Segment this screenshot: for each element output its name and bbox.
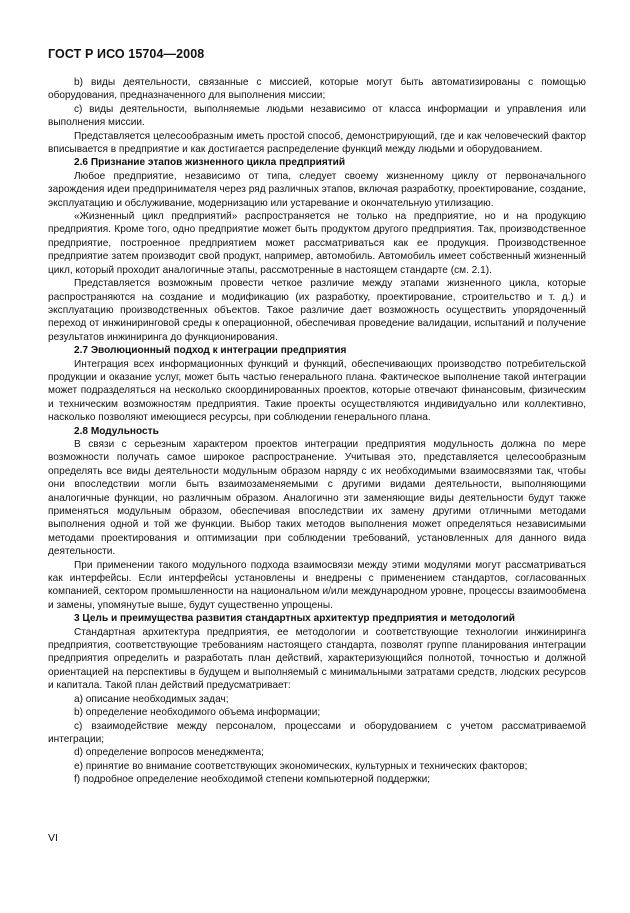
list-item: e) принятие во внимание соответствующих экономических, культурных и технических факторов;: [74, 760, 528, 772]
section-heading: 3 Цель и преимущества развития стандартных архитектур предприятия и методологий: [74, 613, 515, 625]
document-body: [48, 76, 586, 787]
paragraph: Стандартная архитектура предприятия, ее методологии и соответствующие технологии инжиниринга предприятия, соответствующие требованиям настоящего стандарта, позволят группе планирования интеграции предприятия определить и разработать план действий, характеризующийся полнотой, точностью и должной ориентацией на перспективы в будущем и выполняемый с минимальными затратами средств, людских ресурсов и капитала. Такой план действий предусматривает:: [48, 626, 586, 692]
paragraph: Интеграция всех информационных функций и функций, обеспечивающих производство потребительской продукции и оказание услуг, может быть частью генерального плана. Фактическое выполнение такой интеграции может подразделяться на несколько скоординированных проектов, которые отвечают финансовым, физическим и техническим возможностям предприятия. Такие проекты осуществляются индивидуально или коллективно, насколько позволяют имеющиеся ресурсы, при соблюдении генерального плана.: [48, 358, 586, 424]
page-number: VI: [48, 832, 58, 844]
document-header: ГОСТ Р ИСО 15704—2008: [48, 47, 205, 61]
list-item: c) взаимодействие между персоналом, процессами и оборудованием с учетом рассматриваемой интеграции;: [48, 720, 586, 745]
list-item: b) виды деятельности, связанные с миссией, которые могут быть автоматизированы с помощью оборудования, предназначенного для выполнения миссии;: [48, 77, 586, 102]
paragraph: «Жизненный цикл предприятий» распространяется не только на предприятие, но и на продукцию предприятия. Кроме того, одно предприятие может быть продуктом другого предприятия. Так, производственное предприятие, построенное предприятием может рассматриваться как ее продукция. Производственное предприятие затем производит свой продукт, например, автомобиль. Автомобиль имеет собственный жизненный цикл, который проходит аналогичные этапы, рассмотренные в настоящем стандарте (см. 2.1).: [48, 211, 586, 276]
paragraph: При применении такого модульного подхода взаимосвязи между этими модулями могут рассматриваться как интерфейсы. Если интерфейсы установлены и внедрены с применением стандартов, согласованных компанией, сектором промышленности на национальном и/или международном уровне, процессы взаимообмена и замены, упомянутые выше, будут существенно упрощены.: [48, 559, 586, 611]
paragraph: В связи с серьезным характером проектов интеграции предприятия модульность должна по мере возможности получать самое широкое распространение. Учитывая это, представляется целесообразным определять все виды деятельности модульным образом наряду с их необходимыми взаимосвязями так, чтобы они впоследствии могли быть взаимозаменяемыми с другими видами деятельности, выполняющими аналогичные функции, но различным образом. Аналогично эти заменяющие виды деятельности будут также применяться модульным образом, обеспечивая впоследствии их замену другими отличными методами выполнения одной и той же функции. Выбор таких методов выполнения может определяться независимыми методами проектирования и оптимизации при соблюдении требований, установленных для данного вида деятельности.: [48, 438, 586, 558]
list-item: d) определение вопросов менеджмента;: [74, 747, 264, 759]
section-heading: 2.6 Признание этапов жизненного цикла предприятий: [74, 157, 346, 169]
paragraph: Представляется возможным провести четкое различие между этапами жизненного цикла, которые распространяются на создание и модификацию (их разработку, проектирование, строительство и т. д.) и эксплуатацию производственных объектов. Такое различие дает возможность осуществить упорядоченный переход от инжиниринговой среды к операционной, обеспечивая проведение валидации, испытаний и получение результатов инжиниринга до функционирования.: [48, 278, 586, 343]
paragraph: Представляется целесообразным иметь простой способ, демонстрирующий, где и как человеческий фактор вписывается в предприятие и как достигается распределение функций между людьми и оборудованием.: [48, 130, 586, 156]
list-item: c) виды деятельности, выполняемые людьми независимо от класса информации и управления или выполнения миссии.: [48, 103, 586, 129]
list-item: b) определение необходимого объема информации;: [74, 707, 321, 719]
list-item: a) описание необходимых задач;: [74, 693, 229, 705]
section-heading: 2.7 Эволюционный подход к интеграции предприятия: [74, 345, 347, 357]
section-heading: 2.8 Модульность: [74, 425, 159, 437]
list-item: f) подробное определение необходимой степени компьютерной поддержки;: [74, 774, 431, 786]
paragraph: Любое предприятие, независимо от типа, следует своему жизненному циклу от первоначального зарождения идеи предпринимателя через ряд различных этапов, включая разработку, проектирование, создание, эксплуатацию и обслуживание, модернизацию или устаревание и окончательную утилизацию.: [48, 170, 586, 209]
